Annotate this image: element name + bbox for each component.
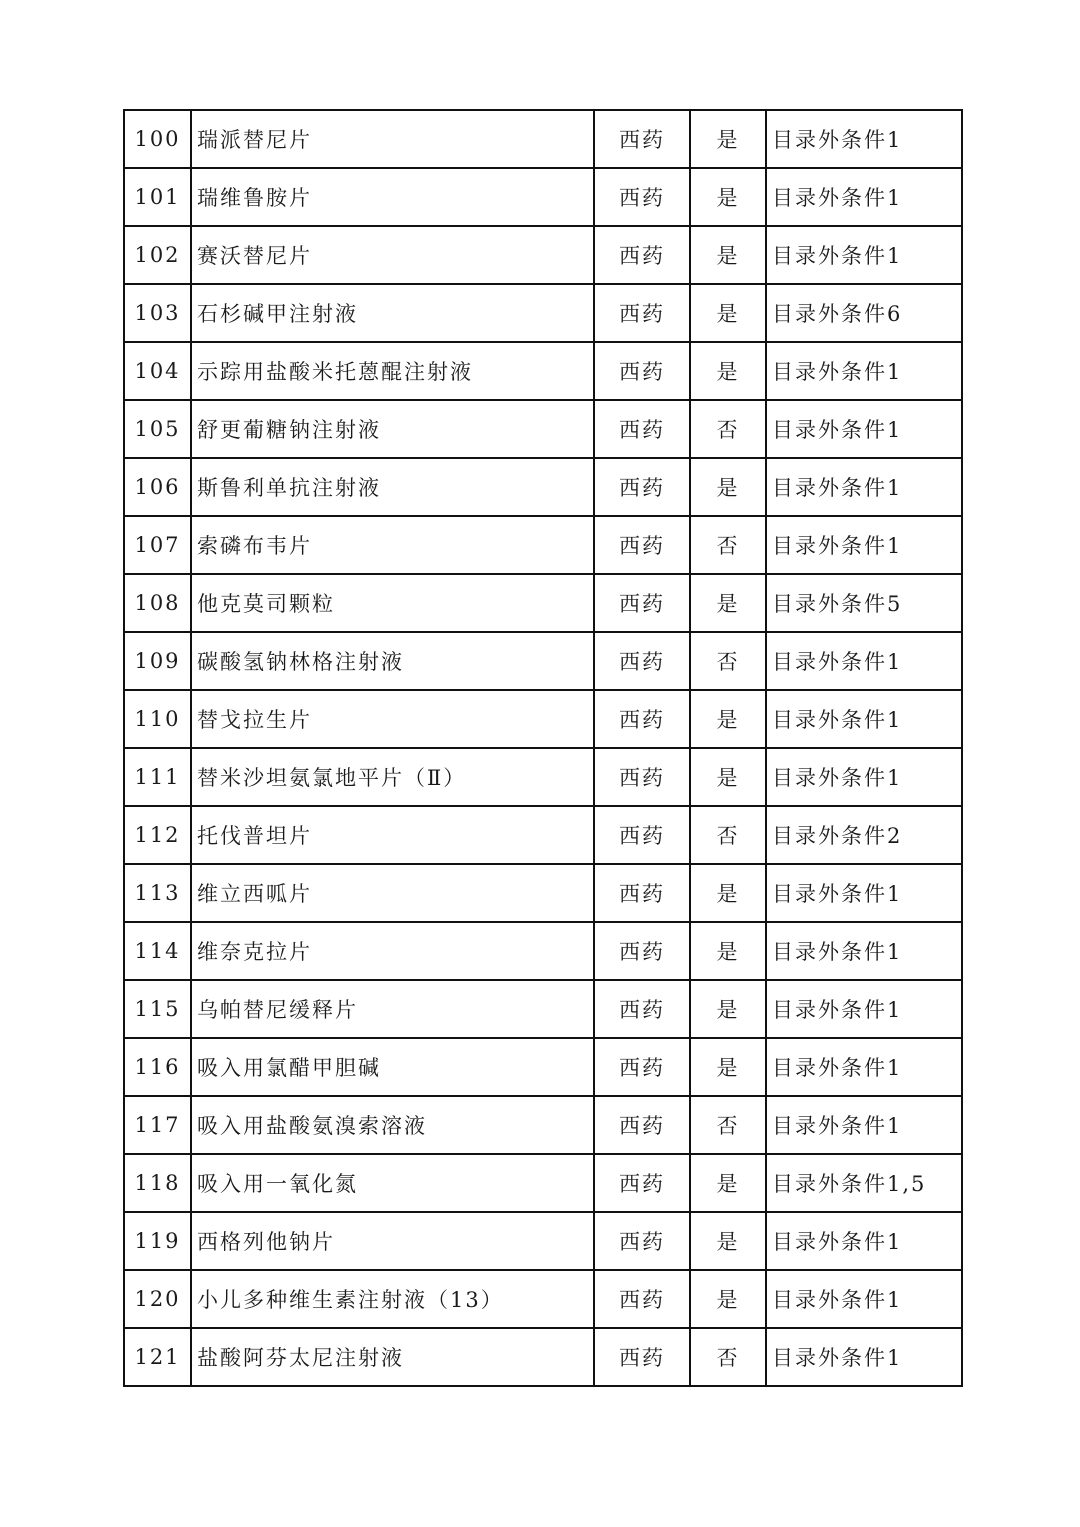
flag-value: 是 xyxy=(690,864,766,922)
condition-text: 目录外条件1 xyxy=(766,342,962,400)
table-row xyxy=(124,864,962,922)
condition-text: 目录外条件1,5 xyxy=(766,1154,962,1212)
flag-value: 是 xyxy=(690,1270,766,1328)
condition-text: 目录外条件1 xyxy=(766,864,962,922)
condition-text: 目录外条件1 xyxy=(766,748,962,806)
flag-value: 是 xyxy=(690,1038,766,1096)
drug-category: 西药 xyxy=(594,226,690,284)
drug-name: 舒更葡糖钠注射液 xyxy=(191,400,594,458)
row-number: 106 xyxy=(124,458,191,516)
drug-name: 瑞维鲁胺片 xyxy=(191,168,594,226)
drug-name: 斯鲁利单抗注射液 xyxy=(191,458,594,516)
drug-name: 瑞派替尼片 xyxy=(191,110,594,168)
drug-name: 示踪用盐酸米托蒽醌注射液 xyxy=(191,342,594,400)
drug-name: 石杉碱甲注射液 xyxy=(191,284,594,342)
row-number: 107 xyxy=(124,516,191,574)
flag-value: 否 xyxy=(690,400,766,458)
table-row xyxy=(124,980,962,1038)
table-row xyxy=(124,806,962,864)
condition-text: 目录外条件1 xyxy=(766,1270,962,1328)
row-number: 102 xyxy=(124,226,191,284)
flag-value: 是 xyxy=(690,690,766,748)
flag-value: 否 xyxy=(690,1328,766,1386)
drug-name: 吸入用氯醋甲胆碱 xyxy=(191,1038,594,1096)
row-number: 110 xyxy=(124,690,191,748)
drug-category: 西药 xyxy=(594,922,690,980)
flag-value: 否 xyxy=(690,632,766,690)
drug-name: 他克莫司颗粒 xyxy=(191,574,594,632)
condition-text: 目录外条件1 xyxy=(766,632,962,690)
flag-value: 否 xyxy=(690,1096,766,1154)
table-row xyxy=(124,1154,962,1212)
row-number: 116 xyxy=(124,1038,191,1096)
condition-text: 目录外条件5 xyxy=(766,574,962,632)
table-row xyxy=(124,168,962,226)
condition-text: 目录外条件1 xyxy=(766,1328,962,1386)
condition-text: 目录外条件1 xyxy=(766,1212,962,1270)
row-number: 101 xyxy=(124,168,191,226)
drug-category: 西药 xyxy=(594,690,690,748)
drug-category: 西药 xyxy=(594,1038,690,1096)
table-body xyxy=(124,110,962,1386)
drug-category: 西药 xyxy=(594,284,690,342)
table-row xyxy=(124,110,962,168)
flag-value: 否 xyxy=(690,516,766,574)
drug-category: 西药 xyxy=(594,1096,690,1154)
condition-text: 目录外条件1 xyxy=(766,400,962,458)
condition-text: 目录外条件1 xyxy=(766,168,962,226)
drug-category: 西药 xyxy=(594,168,690,226)
condition-text: 目录外条件1 xyxy=(766,690,962,748)
row-number: 120 xyxy=(124,1270,191,1328)
flag-value: 否 xyxy=(690,806,766,864)
condition-text: 目录外条件1 xyxy=(766,1038,962,1096)
table-row xyxy=(124,400,962,458)
drug-category: 西药 xyxy=(594,110,690,168)
drug-category: 西药 xyxy=(594,342,690,400)
drug-category: 西药 xyxy=(594,806,690,864)
table-row xyxy=(124,1212,962,1270)
table-row xyxy=(124,574,962,632)
drug-name: 维立西呱片 xyxy=(191,864,594,922)
drug-category: 西药 xyxy=(594,748,690,806)
drug-name: 小儿多种维生素注射液（13） xyxy=(191,1270,594,1328)
condition-text: 目录外条件1 xyxy=(766,922,962,980)
drug-category: 西药 xyxy=(594,574,690,632)
row-number: 108 xyxy=(124,574,191,632)
table-row xyxy=(124,284,962,342)
row-number: 115 xyxy=(124,980,191,1038)
drug-name: 碳酸氢钠林格注射液 xyxy=(191,632,594,690)
row-number: 105 xyxy=(124,400,191,458)
row-number: 100 xyxy=(124,110,191,168)
drug-category: 西药 xyxy=(594,400,690,458)
table-row xyxy=(124,1328,962,1386)
table-row xyxy=(124,1096,962,1154)
drug-category: 西药 xyxy=(594,632,690,690)
drug-name: 乌帕替尼缓释片 xyxy=(191,980,594,1038)
drug-name: 赛沃替尼片 xyxy=(191,226,594,284)
flag-value: 是 xyxy=(690,458,766,516)
table-row xyxy=(124,632,962,690)
drug-name: 替戈拉生片 xyxy=(191,690,594,748)
drug-category: 西药 xyxy=(594,1212,690,1270)
flag-value: 是 xyxy=(690,342,766,400)
drug-category: 西药 xyxy=(594,1328,690,1386)
drug-name: 西格列他钠片 xyxy=(191,1212,594,1270)
drug-name: 托伐普坦片 xyxy=(191,806,594,864)
drug-name: 吸入用一氧化氮 xyxy=(191,1154,594,1212)
condition-text: 目录外条件2 xyxy=(766,806,962,864)
flag-value: 是 xyxy=(690,168,766,226)
row-number: 119 xyxy=(124,1212,191,1270)
condition-text: 目录外条件1 xyxy=(766,516,962,574)
row-number: 109 xyxy=(124,632,191,690)
flag-value: 是 xyxy=(690,226,766,284)
flag-value: 是 xyxy=(690,284,766,342)
condition-text: 目录外条件1 xyxy=(766,1096,962,1154)
table-row xyxy=(124,342,962,400)
flag-value: 是 xyxy=(690,980,766,1038)
row-number: 112 xyxy=(124,806,191,864)
table-row xyxy=(124,226,962,284)
table-row xyxy=(124,690,962,748)
table-row xyxy=(124,458,962,516)
flag-value: 是 xyxy=(690,574,766,632)
drug-category: 西药 xyxy=(594,516,690,574)
flag-value: 是 xyxy=(690,748,766,806)
table-row xyxy=(124,922,962,980)
drug-category: 西药 xyxy=(594,458,690,516)
flag-value: 是 xyxy=(690,110,766,168)
condition-text: 目录外条件6 xyxy=(766,284,962,342)
drug-category: 西药 xyxy=(594,1270,690,1328)
condition-text: 目录外条件1 xyxy=(766,110,962,168)
row-number: 117 xyxy=(124,1096,191,1154)
drug-name: 吸入用盐酸氨溴索溶液 xyxy=(191,1096,594,1154)
drug-name: 维奈克拉片 xyxy=(191,922,594,980)
table-row xyxy=(124,1038,962,1096)
row-number: 118 xyxy=(124,1154,191,1212)
table-row xyxy=(124,748,962,806)
row-number: 114 xyxy=(124,922,191,980)
drug-name: 替米沙坦氨氯地平片（Ⅱ） xyxy=(191,748,594,806)
table-row xyxy=(124,516,962,574)
table-row xyxy=(124,1270,962,1328)
drug-name: 盐酸阿芬太尼注射液 xyxy=(191,1328,594,1386)
condition-text: 目录外条件1 xyxy=(766,980,962,1038)
flag-value: 是 xyxy=(690,1154,766,1212)
condition-text: 目录外条件1 xyxy=(766,458,962,516)
row-number: 113 xyxy=(124,864,191,922)
row-number: 104 xyxy=(124,342,191,400)
drug-category: 西药 xyxy=(594,980,690,1038)
flag-value: 是 xyxy=(690,1212,766,1270)
drug-catalog-table xyxy=(123,109,963,1387)
row-number: 121 xyxy=(124,1328,191,1386)
condition-text: 目录外条件1 xyxy=(766,226,962,284)
drug-category: 西药 xyxy=(594,864,690,922)
drug-category: 西药 xyxy=(594,1154,690,1212)
drug-name: 索磷布韦片 xyxy=(191,516,594,574)
flag-value: 是 xyxy=(690,922,766,980)
row-number: 103 xyxy=(124,284,191,342)
row-number: 111 xyxy=(124,748,191,806)
